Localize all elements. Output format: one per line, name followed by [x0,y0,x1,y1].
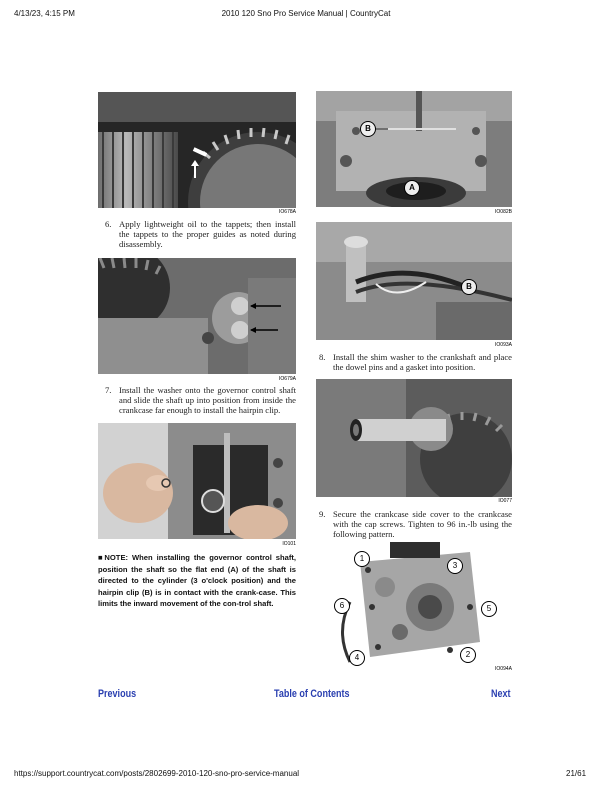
bolt-callout: 3 [447,558,463,574]
bolt-callout: 6 [334,598,350,614]
figure-caption: IO679A [279,376,296,382]
bolt-callout: 4 [349,650,365,666]
figure-caption: IO094A [495,666,512,672]
step-9 [319,509,512,539]
callout-b-2: B [461,279,477,295]
bolt-callout: 2 [460,647,476,663]
governor-shaft-photo [98,423,296,539]
figure-caption: IO082B [495,209,512,215]
step-text: Install the washer onto the governor control shaft and slide the shaft up into position from inside the crankcase far enough to install the hairpin clip. [119,385,296,415]
step-text: Apply lightweight oil to the tappets; then install the tappets to the proper guides as noted during disassembly. [119,219,296,249]
step-8 [319,352,512,372]
step-7 [105,385,296,415]
callout-a: A [404,180,420,196]
next-link[interactable]: Next [491,688,511,700]
hairpin-clip-photo [316,222,512,340]
print-datetime: 4/13/23, 4:15 PM [14,9,75,18]
step-6 [105,219,296,249]
figure-caption: IO678A [279,209,296,215]
gear-photo [98,92,296,208]
table-of-contents-link[interactable]: Table of Contents [274,688,350,700]
bolt-callout: 5 [481,601,497,617]
step-number: 6. [105,219,112,229]
figure-caption: IO093A [495,342,512,348]
tappet-photo [98,258,296,374]
figure-caption: IO077 [498,498,512,504]
page-url: https://support.countrycat.com/posts/2802699-2010-120-sno-pro-service-manual [14,769,300,778]
step-text: Install the shim washer to the crankshaft and place the dowel pins and a gasket into position. [333,352,512,372]
note-governor-shaft: ■NOTE: When installing the governor control shaft, position the shaft so the flat end (A) of the shaft is directed to the cylinder (3 o'clock position) and the hairpin clip (B) is in contact with the crank-case. This limits the inward movement of the con-trol shaft. [98,553,296,609]
print-title: 2010 120 Sno Pro Service Manual | CountryCat [221,9,391,18]
page-number: 21/61 [566,769,587,778]
bolt-callout: 1 [354,551,370,567]
step-number: 7. [105,385,112,395]
step-text: Secure the crankcase side cover to the crankcase with the cap screws. Tighten to 96 in.-lb using the following pattern. [333,509,512,539]
step-number: 8. [319,352,326,362]
figure-caption: IO101 [282,541,296,547]
callout-b: B [360,121,376,137]
previous-link[interactable]: Previous [98,688,137,700]
step-number: 9. [319,509,326,519]
shim-washer-photo [316,379,512,497]
